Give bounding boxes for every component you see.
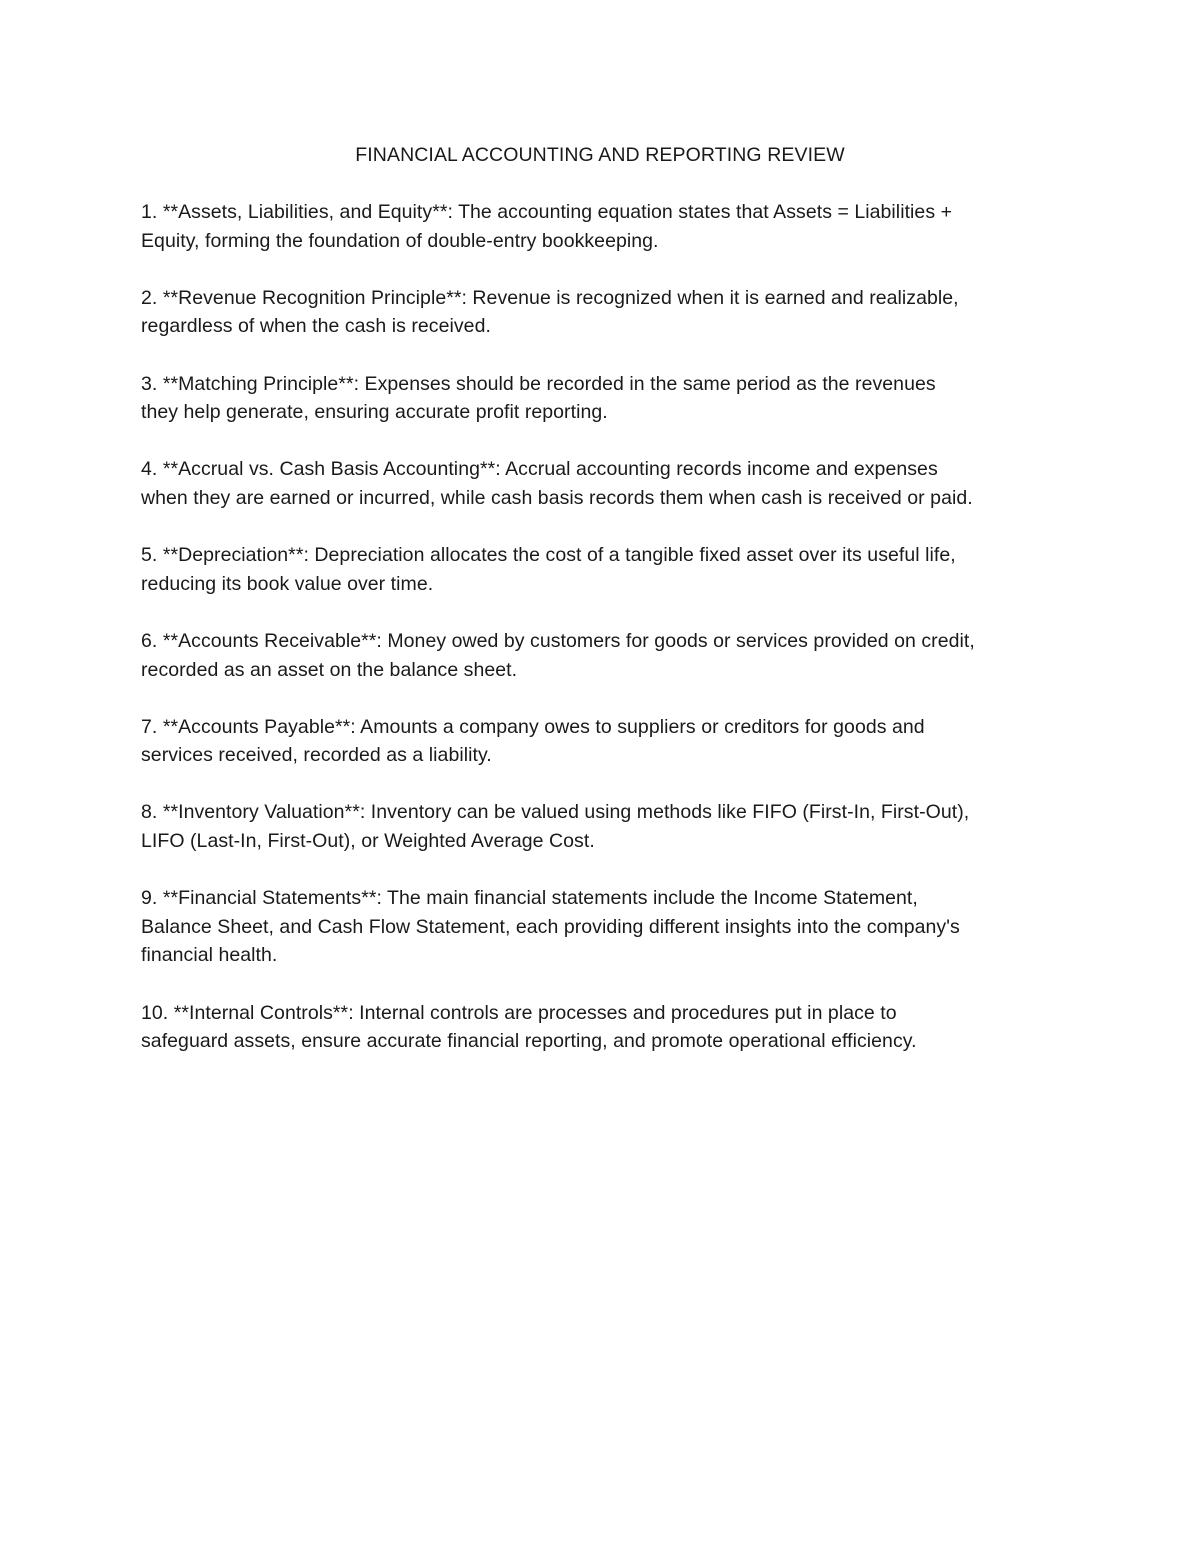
item-line: regardless of when the cash is received. xyxy=(141,315,491,338)
item-line: 8. **Inventory Valuation**: Inventory can be valued using methods like FIFO (First-In, First-Out), xyxy=(141,801,970,824)
review-item xyxy=(141,798,1071,855)
review-item xyxy=(141,713,1071,770)
review-item xyxy=(141,999,1071,1056)
item-line: Balance Sheet, and Cash Flow Statement, each providing different insights into the company's xyxy=(141,915,960,938)
review-list xyxy=(141,198,1071,1084)
review-item xyxy=(141,284,1071,341)
item-line: when they are earned or incurred, while cash basis records them when cash is received or paid. xyxy=(141,486,973,509)
item-line: LIFO (Last-In, First-Out), or Weighted Average Cost. xyxy=(141,830,595,853)
item-line: recorded as an asset on the balance sheet. xyxy=(141,658,518,681)
item-line: 10. **Internal Controls**: Internal controls are processes and procedures put in place to xyxy=(141,1001,897,1024)
review-item xyxy=(141,198,1071,255)
review-item xyxy=(141,370,1071,427)
item-line: 5. **Depreciation**: Depreciation allocates the cost of a tangible fixed asset over its useful life, xyxy=(141,544,956,567)
item-line: Equity, forming the foundation of double-entry bookkeeping. xyxy=(141,229,659,252)
item-line: reducing its book value over time. xyxy=(141,572,434,595)
review-item xyxy=(141,541,1071,598)
review-item xyxy=(141,627,1071,684)
item-line: 1. **Assets, Liabilities, and Equity**: The accounting equation states that Assets = Liabilities + xyxy=(141,201,953,223)
item-line: financial health. xyxy=(141,944,278,967)
review-item xyxy=(141,884,1071,970)
document-title: FINANCIAL ACCOUNTING AND REPORTING REVIEW xyxy=(355,144,845,166)
item-line: 6. **Accounts Receivable**: Money owed by customers for goods or services provided on credit, xyxy=(141,629,975,652)
item-line: 2. **Revenue Recognition Principle**: Revenue is recognized when it is earned and realizable, xyxy=(141,286,959,309)
item-line: 9. **Financial Statements**: The main financial statements include the Income Statement, xyxy=(141,887,918,910)
item-line: they help generate, ensuring accurate profit reporting. xyxy=(141,401,608,424)
item-line: 4. **Accrual vs. Cash Basis Accounting**: Accrual accounting records income and expenses xyxy=(141,458,938,481)
item-line: 7. **Accounts Payable**: Amounts a company owes to suppliers or creditors for goods and xyxy=(141,715,925,738)
review-item xyxy=(141,455,1071,512)
item-line: 3. **Matching Principle**: Expenses should be recorded in the same period as the revenues xyxy=(141,372,936,395)
item-line: services received, recorded as a liability. xyxy=(141,744,492,767)
item-line: safeguard assets, ensure accurate financial reporting, and promote operational efficiency. xyxy=(141,1030,917,1053)
